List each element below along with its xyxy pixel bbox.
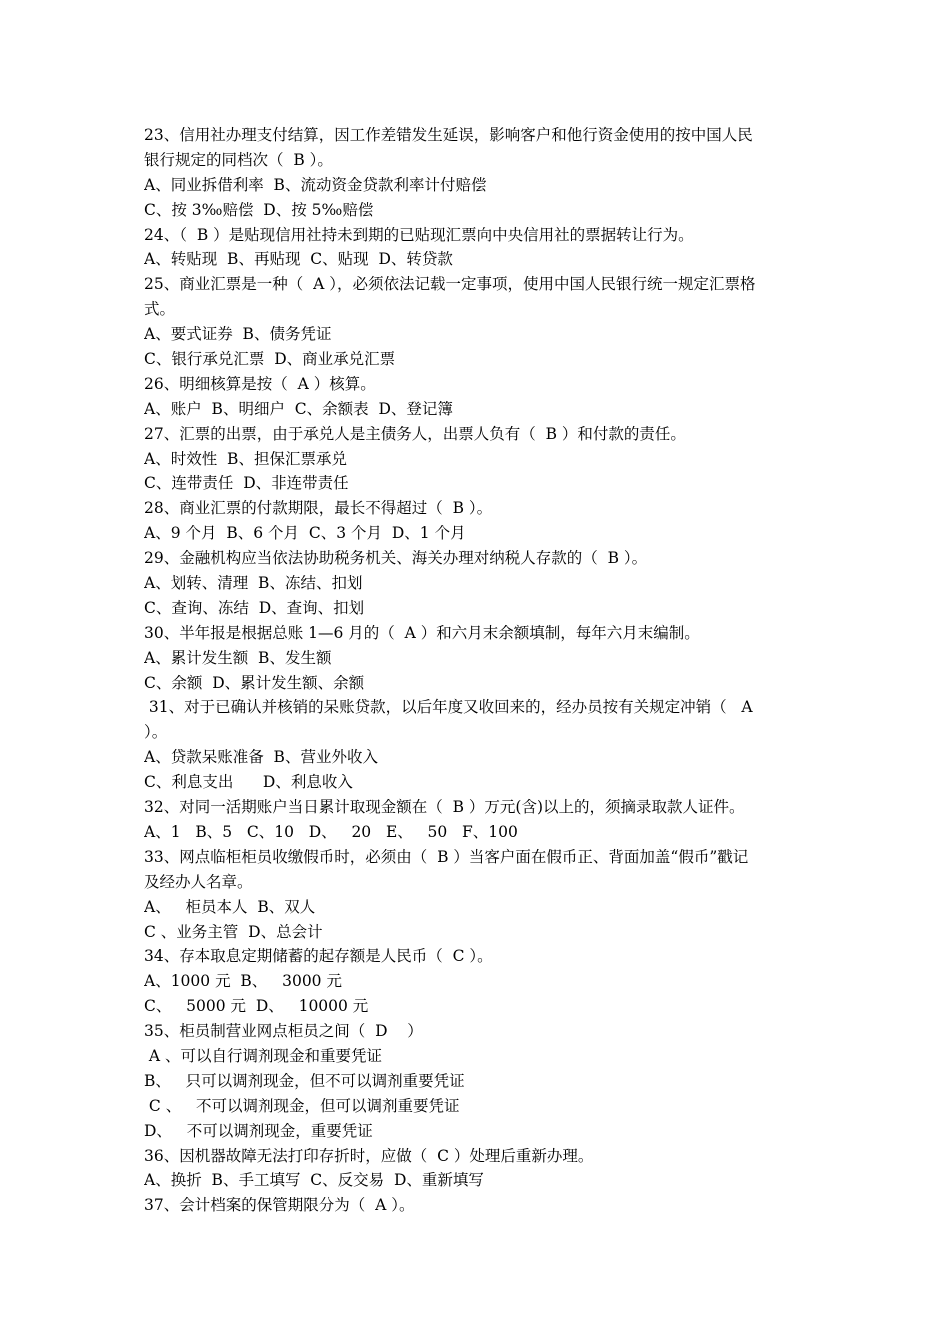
text-line: A、9 个月 B、6 个月 C、3 个月 D、1 个月 [144, 524, 466, 543]
text-line: ）。 [144, 723, 168, 742]
text-line: C、连带责任 D、非连带责任 [144, 474, 349, 493]
text-line: A、账户 B、明细户 C、余额表 D、登记簿 [144, 399, 453, 418]
text-line: 28、商业汇票的付款期限，最长不得超过（ B ）。 [144, 499, 493, 518]
text-line: C、利息支出 D、利息收入 [144, 773, 353, 792]
text-line: C 、 不可以调剂现金，但可以调剂重要凭证 [144, 1096, 460, 1115]
text-line: 37、会计档案的保管期限分为（ A ）。 [144, 1196, 415, 1215]
text-line: 26、明细核算是按（ A ）核算。 [144, 374, 376, 393]
text-line: 30、半年报是根据总账 1—6 月的（ A ）和六月末余额填制，每年六月末编制。 [144, 623, 700, 642]
text-line: C、按 3‰赔偿 D、按 5‰赔偿 [144, 200, 374, 219]
text-line: 及经办人名章。 [144, 872, 253, 891]
text-line: C 、业务主管 D、总会计 [144, 922, 323, 941]
text-line: C、 5000 元 D、 10000 元 [144, 997, 369, 1016]
text-line: A、1000 元 B、 3000 元 [144, 972, 342, 991]
text-line: A、转贴现 B、再贴现 C、贴现 D、转贷款 [144, 250, 453, 269]
text-line: 31、对于已确认并核销的呆账贷款，以后年度又收回来的，经办员按有关规定冲销（ A [144, 698, 753, 717]
text-line: 25、商业汇票是一种（ A ），必须依法记载一定事项，使用中国人民银行统一规定汇票格 [144, 275, 756, 294]
text-line: 32、对同一活期账户当日累计取现金额在（ B ）万元(含)以上的，须摘录取款人证件。 [144, 798, 745, 817]
text-line: C、余额 D、累计发生额、余额 [144, 673, 365, 692]
text-line: A、累计发生额 B、发生额 [144, 648, 332, 667]
text-line: 35、柜员制营业网点柜员之间（ D ） [144, 1022, 423, 1041]
text-line: A、贷款呆账准备 B、营业外收入 [144, 748, 378, 767]
text-line: C、银行承兑汇票 D、商业承兑汇票 [144, 350, 396, 369]
text-line: A、换折 B、手工填写 C、反交易 D、重新填写 [144, 1171, 484, 1190]
text-line: 34、存本取息定期储蓄的起存额是人民币（ C ）。 [144, 947, 493, 966]
text-line: 29、金融机构应当依法协助税务机关、海关办理对纳税人存款的（ B ）。 [144, 549, 648, 568]
text-line: 27、汇票的出票，由于承兑人是主债务人，出票人负有（ B ）和付款的责任。 [144, 424, 686, 443]
text-line: A、时效性 B、担保汇票承兑 [144, 449, 347, 468]
text-line: A、要式证券 B、债务凭证 [144, 325, 332, 344]
text-line: B、 只可以调剂现金，但不可以调剂重要凭证 [144, 1071, 465, 1090]
text-line: A、同业拆借利率 B、流动资金贷款利率计付赔偿 [144, 175, 487, 194]
text-line: 33、网点临柜柜员收缴假币时，必须由（ B ）当客户面在假币正、背面加盖“假币”戳记 [144, 847, 749, 866]
text-line: 23、信用社办理支付结算，因工作差错发生延误，影响客户和他行资金使用的按中国人民 [144, 126, 753, 144]
text-line: 式。 [144, 300, 176, 319]
text-line: D、 不可以调剂现金，重要凭证 [144, 1121, 373, 1140]
text-line: A 、可以自行调剂现金和重要凭证 [144, 1046, 383, 1065]
document-page [144, 123, 810, 1218]
text-line: 银行规定的同档次（ B ）。 [144, 150, 333, 169]
text-line: A、 柜员本人 B、双人 [144, 897, 316, 916]
text-line: 36、因机器故障无法打印存折时，应做（ C ）处理后重新办理。 [144, 1146, 594, 1165]
text-line: A、1 B、5 C、10 D、 20 E、 50 F、100 [144, 822, 518, 841]
text-line: 24、（ B ）是贴现信用社持未到期的已贴现汇票向中央信用社的票据转让行为。 [144, 225, 694, 244]
text-line: C、查询、冻结 D、查询、扣划 [144, 598, 365, 617]
text-line: A、划转、清理 B、冻结、扣划 [144, 574, 363, 593]
